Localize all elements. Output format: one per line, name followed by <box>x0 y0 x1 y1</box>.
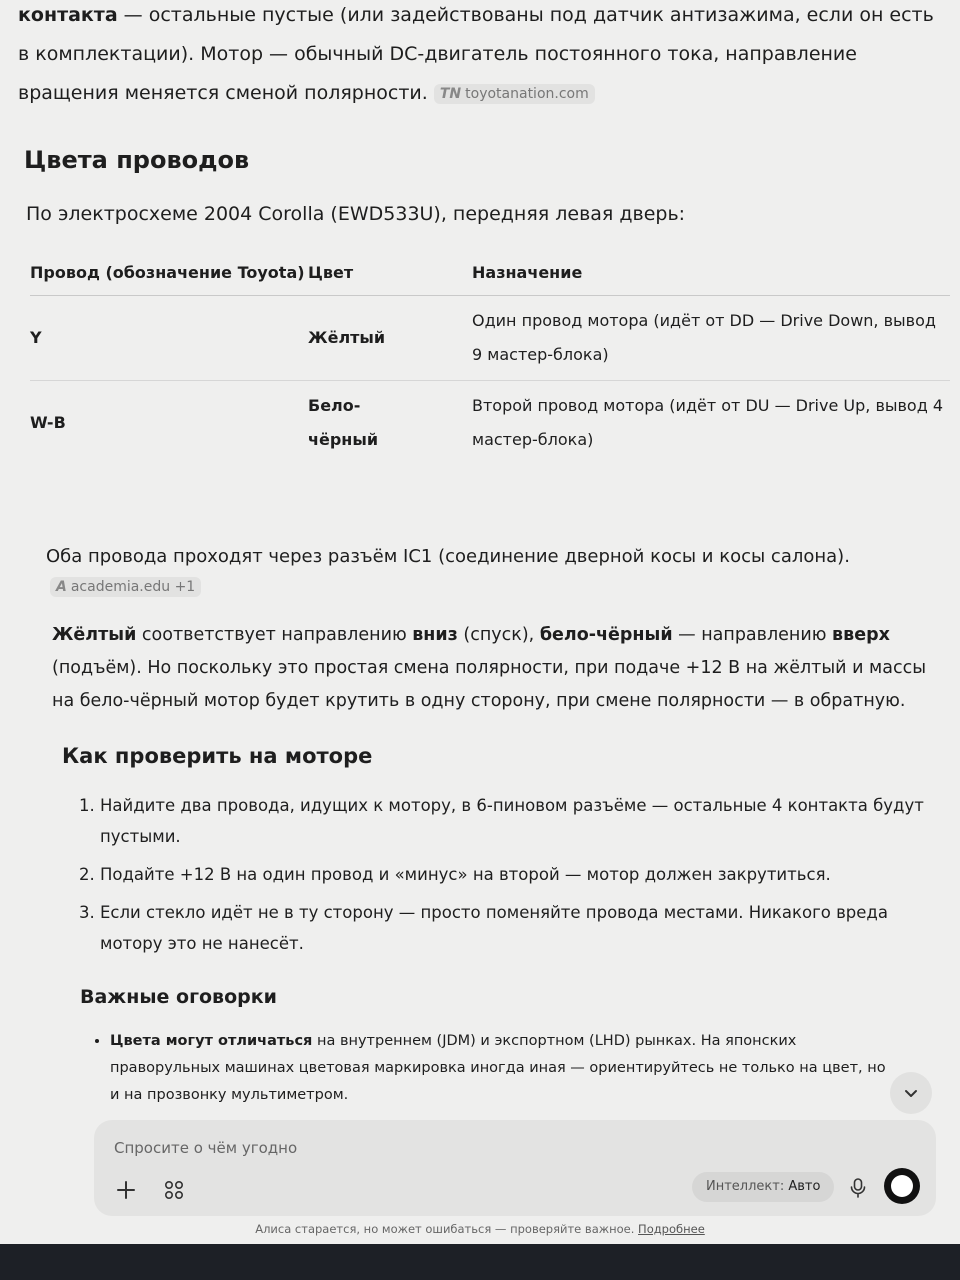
footer-disclaimer <box>0 1222 960 1236</box>
source-chip-toyotanation[interactable] <box>434 84 595 104</box>
bold-text: бело-чёрный <box>539 625 673 645</box>
screen-bezel <box>0 1244 960 1280</box>
source-chip-academia[interactable] <box>50 577 201 597</box>
notes-list <box>92 1028 890 1109</box>
text: — направлению <box>672 625 833 645</box>
both-wires-paragraph: Оба провода проходят через разъём IC1 (соединение дверной косы и косы салона). <box>46 546 850 567</box>
check-steps-list <box>78 790 940 966</box>
heading-wire-colors: Цвета проводов <box>24 146 250 174</box>
table-cell-purpose: Один провод мотора (идёт от DD — Drive Down, вывод 9 мастер-блока) <box>472 296 950 381</box>
table-cell-code: Y <box>30 296 308 381</box>
attach-button[interactable] <box>110 1174 142 1206</box>
table-cell-purpose: Второй провод мотора (идёт от DU — Drive Up, вывод 4 мастер-блока) <box>472 396 944 449</box>
heading-important-notes: Важные оговорки <box>80 986 277 1008</box>
table-cell-color <box>308 296 472 381</box>
bold-text: вверх <box>832 625 890 645</box>
heading-check-motor: Как проверить на моторе <box>62 744 373 768</box>
direction-paragraph <box>52 619 942 718</box>
intro-bold-lead: контакта <box>18 4 118 26</box>
model-label: Интеллект: <box>706 1179 785 1194</box>
table-header-color: Цвет <box>308 250 472 296</box>
list-item: 1. Найдите два провода, идущих к мотору, в 6-пиновом разъёме — остальные 4 контакта будут пустыми. <box>100 790 940 852</box>
table-row <box>30 381 950 466</box>
model-value: Авто <box>788 1179 821 1194</box>
plus-icon <box>115 1179 137 1201</box>
disclaimer-text: Алиса старается, но может ошибаться — проверяйте важное. <box>255 1222 635 1236</box>
text: (спуск), <box>457 625 540 645</box>
message-input[interactable] <box>112 1132 876 1164</box>
list-item: 2. Подайте +12 В на один провод и «минус» на второй — мотор должен закрутиться. <box>100 859 940 890</box>
chevron-down-icon <box>902 1084 920 1102</box>
source-chip-label: academia.edu +1 <box>70 579 196 595</box>
bold-text: Цвета могут отличаться <box>110 1033 313 1049</box>
scroll-down-button[interactable] <box>890 1072 932 1114</box>
bold-text: вниз <box>412 625 458 645</box>
intro-text: — остальные пустые (или задействованы под датчик антизажима, если он есть в комплектации). Мотор — обычный DC-двигатель постоянного тока, направление вращения меняется сменой полярности. <box>18 4 934 104</box>
color-name: Бело-чёрный <box>308 396 379 449</box>
table-header-row <box>30 250 950 296</box>
message-composer <box>94 1120 936 1216</box>
apps-grid-icon <box>163 1179 185 1201</box>
voice-input-button[interactable] <box>842 1172 874 1204</box>
apps-button[interactable] <box>158 1174 190 1206</box>
text: соответствует направлению <box>136 625 413 645</box>
source-logo-icon: TN <box>439 85 462 102</box>
bold-text: Жёлтый <box>52 625 137 645</box>
microphone-icon <box>848 1177 868 1199</box>
more-info-link[interactable]: Подробнее <box>638 1222 705 1236</box>
source-logo-icon: A <box>56 579 67 595</box>
list-item <box>110 1028 890 1109</box>
table-row <box>30 296 950 381</box>
send-icon[interactable] <box>884 1168 920 1204</box>
list-item: 3. Если стекло идёт не в ту сторону — просто поменяйте провода местами. Никакого вреда мотору это не нанесёт. <box>100 897 940 959</box>
model-selector[interactable] <box>692 1172 834 1202</box>
table-header-purpose: Назначение <box>472 250 950 296</box>
intro-paragraph <box>18 0 938 113</box>
wire-colors-table <box>30 250 950 465</box>
table-cell-color <box>308 381 472 466</box>
table-header-wire: Провод (обозначение Toyota) <box>30 250 308 296</box>
text: (подъём). Но поскольку это простая смена полярности, при подаче +12 В на жёлтый и массы на бело-чёрный мотор будет крутить в одну сторону, при смене полярности — в обратную. <box>52 658 927 711</box>
table-cell-code: W-B <box>30 413 66 432</box>
color-name: Жёлтый <box>308 328 386 347</box>
wire-colors-subtitle: По электросхеме 2004 Corolla (EWD533U), передняя левая дверь: <box>26 203 686 225</box>
source-chip-label: toyotanation.com <box>465 85 589 102</box>
text: на внутреннем (JDM) и экспортном (LHD) рынках. На японских праворульных машинах цветовая маркировка иногда иная — ориентируйтесь не только на цвет, но и на прозвонку мультиметром. <box>110 1033 886 1103</box>
